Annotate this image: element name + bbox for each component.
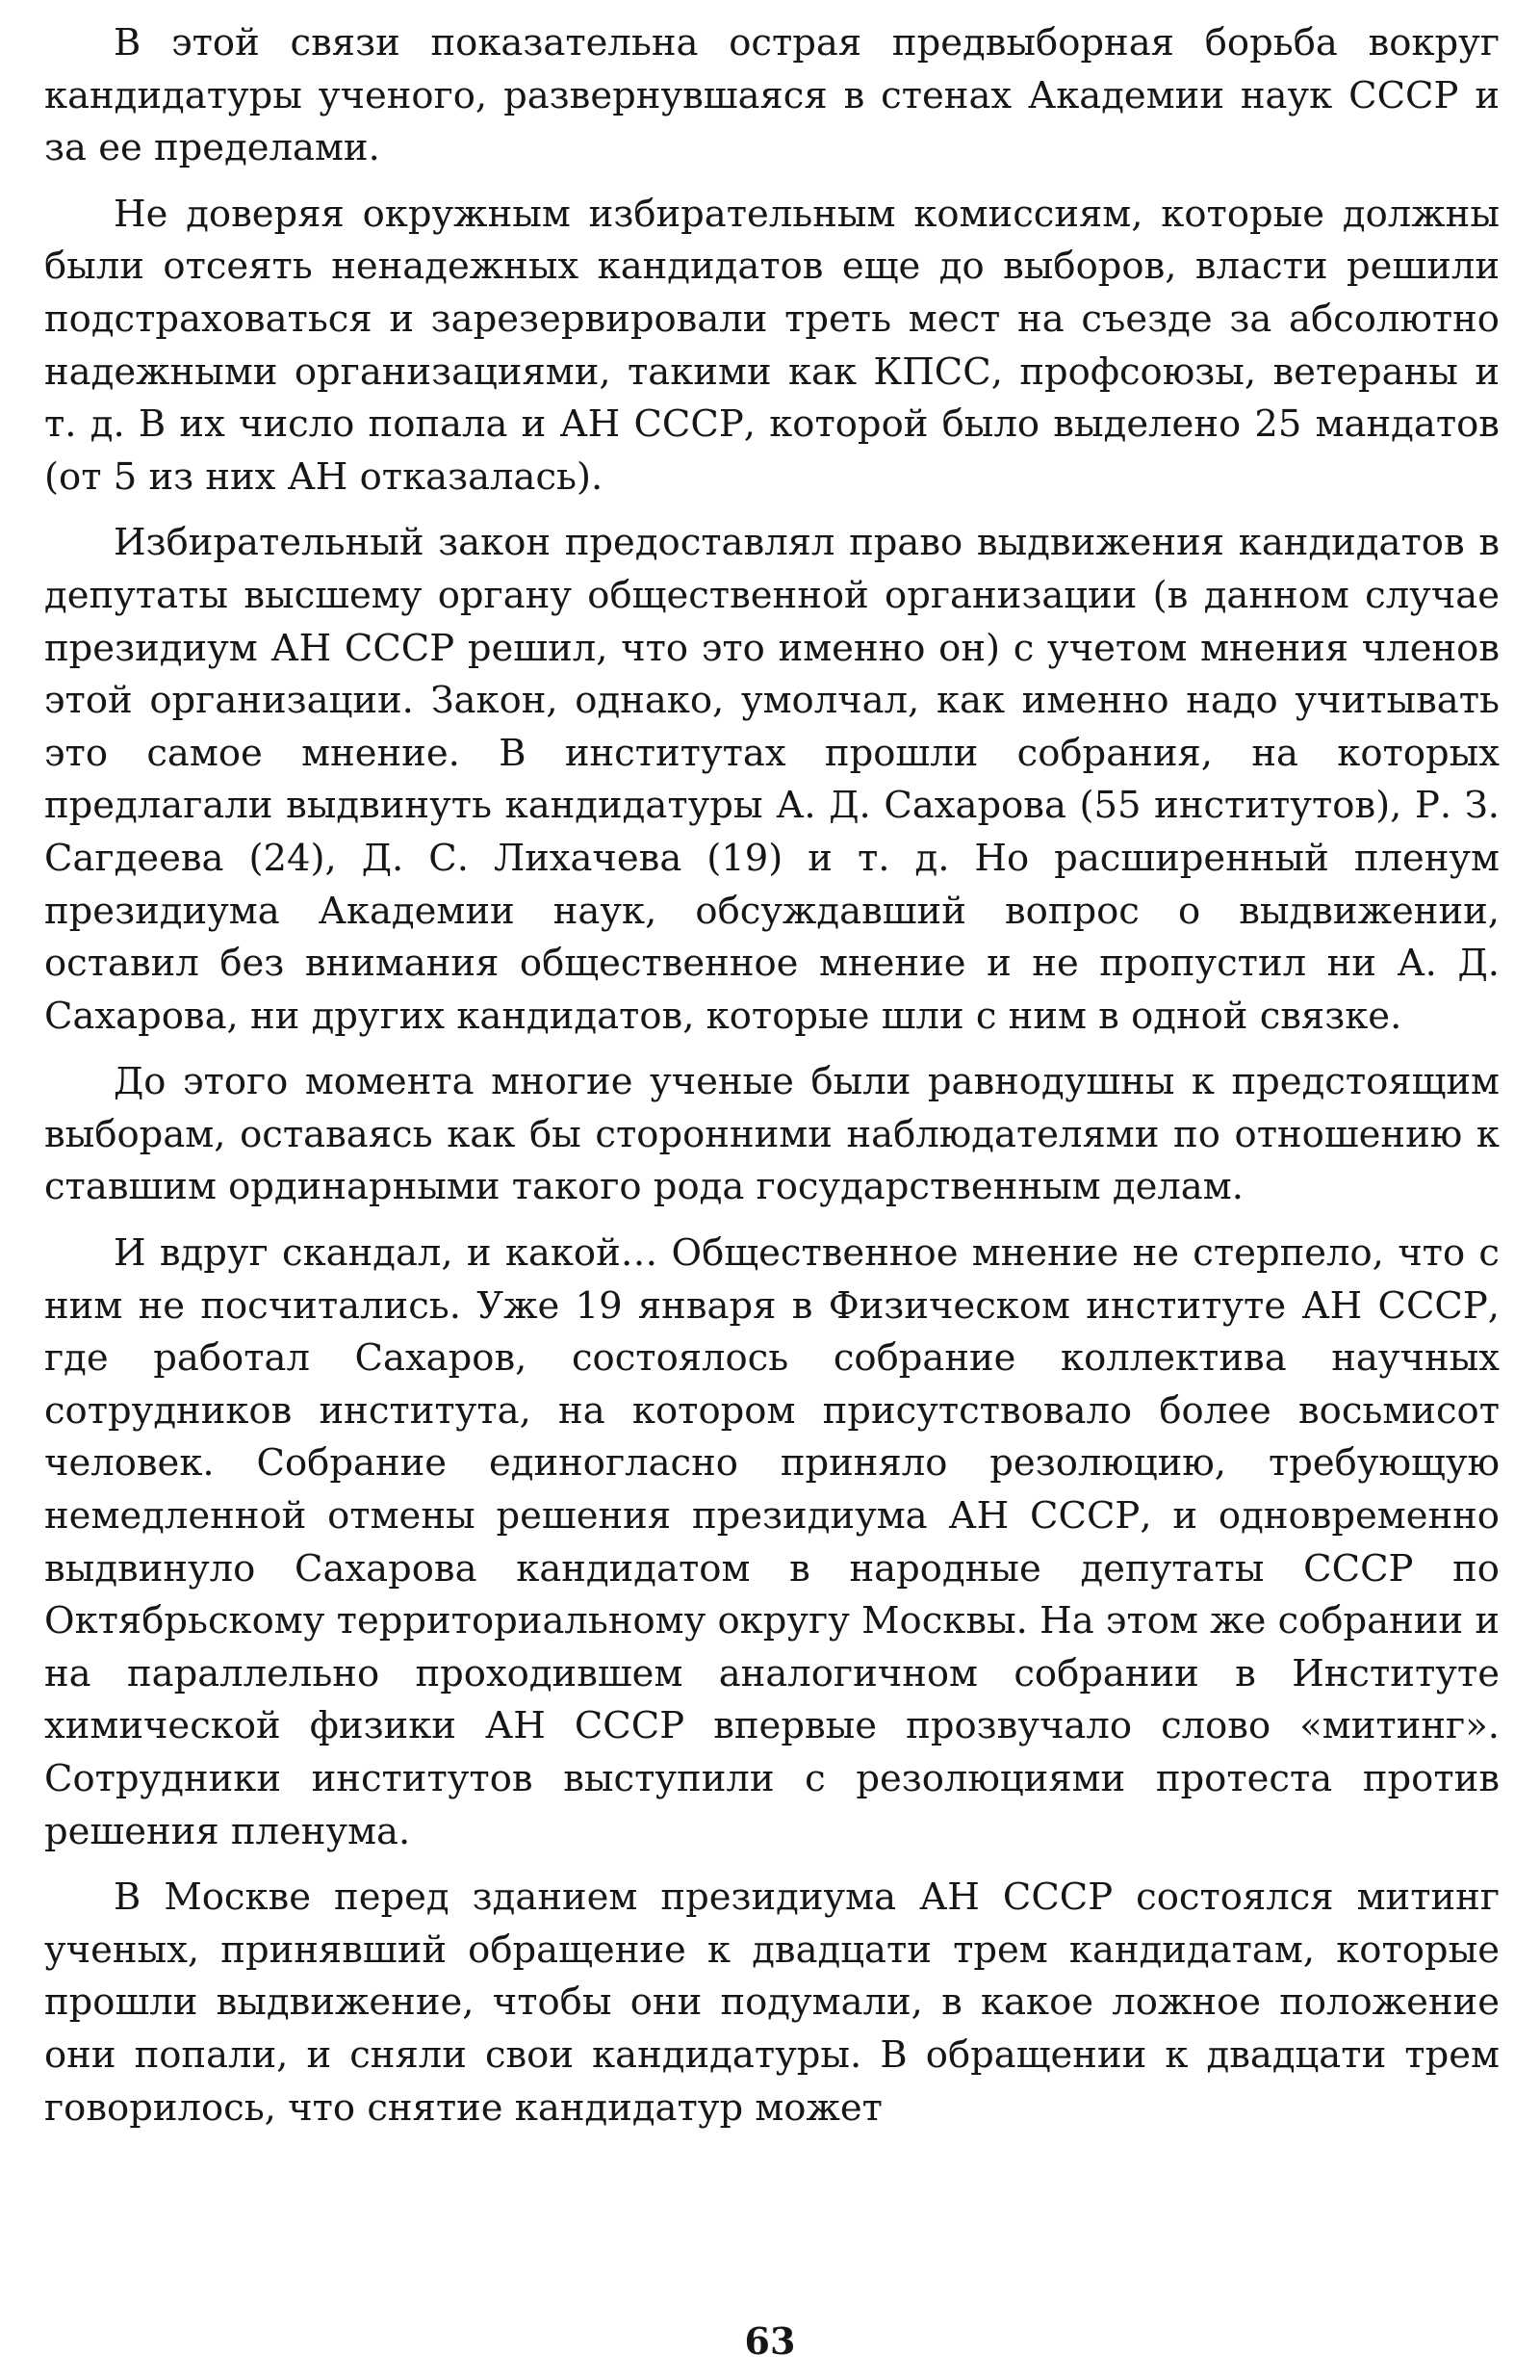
paragraph-1: В этой связи показательна острая предвыборная борьба вокруг кандидатуры ученого, развернувшаяся в стенах Академии наук СССР и за ее пределами. bbox=[44, 21, 1500, 170]
paragraph-5: И вдруг скандал, и какой… Общественное мнение не стерпело, что с ним не посчитались. Уже 19 января в Физическом институте АН СССР, где работал Сахаров, состоялось собрание коллектива научных сотрудников института, на котором присутствовало более восьмисот человек. Собрание единогласно приняло резолюцию, требующую немедленной отмены решения президиума АН СССР, и одновременно выдвинуло Сахарова кандидатом в народные депутаты СССР по Октябрьскому территориальному округу Москвы. На этом же собрании и на параллельно проходившем аналогичном собрании в Институте химической физики АН СССР впервые прозвучало слово «митинг». Сотрудники институтов выступили с резолюциями протеста против решения пленума. bbox=[44, 1231, 1500, 1853]
paragraph-4: До этого момента многие ученые были равнодушны к предстоящим выборам, оставаясь как бы сторонними наблюдателями по отношению к ставшим ординарными такого рода государственным делам. bbox=[44, 1060, 1500, 1209]
page-body bbox=[44, 17, 1500, 2148]
paragraph-6: В Москве перед зданием президиума АН СССР состоялся митинг ученых, принявший обращение к двадцати трем кандидатам, которые прошли выдвижение, чтобы они подумали, в какое ложное положение они попали, и сняли свои кандидатуры. В обращении к двадцати трем говорилось, что снятие кандидатур может bbox=[44, 1876, 1500, 2130]
page-number: 63 bbox=[744, 2319, 796, 2363]
paragraph-2: Не доверяя окружным избирательным комиссиям, которые должны были отсеять ненадежных кандидатов еще до выборов, власти решили подстраховаться и зарезервировали треть мест на съезде за абсолютно надежными организациями, такими как КПСС, профсоюзы, ветераны и т. д. В их число попала и АН СССР, которой было выделено 25 мандатов (от 5 из них АН отказалась). bbox=[44, 192, 1500, 499]
paragraph-3: Избирательный закон предоставлял право выдвижения кандидатов в депутаты высшему органу общественной организации (в данном случае президиум АН СССР решил, что это именно он) с учетом мнения членов этой организации. Закон, однако, умолчал, как именно надо учитывать это самое мнение. В институтах прошли собрания, на которых предлагали выдвинуть кандидатуры А. Д. Сахарова (55 институтов), Р. З. Сагдеева (24), Д. С. Лихачева (19) и т. д. Но расширенный пленум президиума Академии наук, обсуждавший вопрос о выдвижении, оставил без внимания общественное мнение и не пропустил ни А. Д. Сахарова, ни других кандидатов, которые шли с ним в одной связке. bbox=[44, 521, 1500, 1038]
